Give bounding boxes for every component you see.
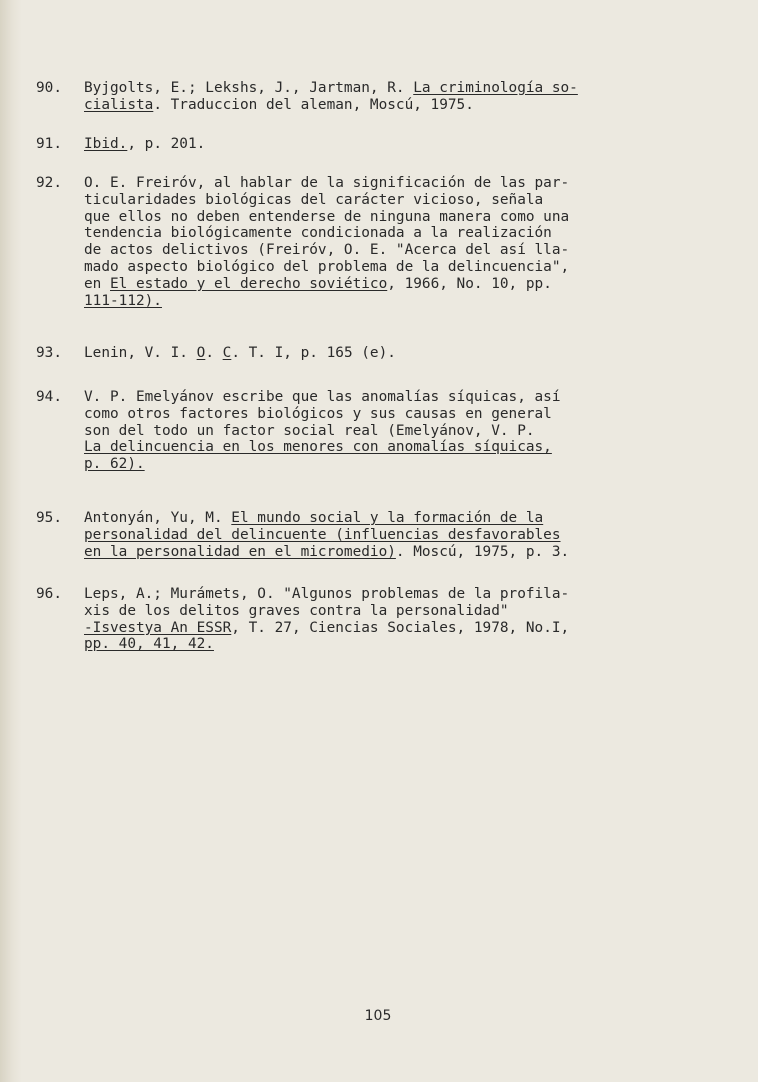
footnote-line [84,389,706,406]
footnote-line [84,620,706,637]
footnote-text [84,345,706,362]
footnote-line [84,259,706,276]
text-run: . Traduccion del aleman, Moscú, 1975. [153,96,474,113]
underlined-title: en la personalidad en el micromedio) [84,543,396,560]
footnote-text [84,136,706,153]
text-run: tendencia biológicamente condicionada a la realización [84,225,552,242]
underlined-title: El mundo social y la formación de la [231,510,544,526]
text-run: Byjgolts, E.; Lekshs, J., Jartman, R. [84,80,414,96]
footnote-line [84,423,706,440]
footnote-line [84,456,706,473]
text-run: Antonyán, Yu, M. [84,510,232,526]
text-run: . [205,345,223,361]
footnote-line [84,527,706,544]
footnote-line [84,136,706,153]
underlined-title: La delincuencia en los menores con anomalías síquicas, [84,439,552,456]
footnote-number: 94. [36,389,62,405]
underlined-title: -Isvestya An ESSR [84,619,232,636]
footnote-text [84,175,706,309]
footnote-7 [36,586,706,653]
footnote-line [84,209,706,226]
footnote-line [84,439,706,456]
footnote-line [84,603,706,620]
footnote-line [84,225,706,242]
text-run: V. P. Emelyánov escribe que las anomalías síquicas, así [84,389,561,405]
text-run: son del todo un factor social real (Emelyánov, V. P. [84,422,535,439]
footnote-line [84,80,706,97]
underlined-title: O [196,345,206,361]
footnote-line [84,636,706,653]
text-run: como otros factores biológicos y sus causas en general [84,405,552,422]
footnote-number: 93. [36,345,62,361]
footnote-line [84,293,706,310]
footnote-text [84,586,706,653]
footnote-line [84,192,706,209]
footnote-line [84,406,706,423]
footnote-number: 95. [36,510,62,526]
footnote-line [84,242,706,259]
footnote-number: 91. [36,136,62,152]
text-run: , p. 201. [127,136,206,152]
footnote-text [84,389,706,473]
text-run: ticularidades biológicas del carácter vicioso, señala [84,191,544,208]
underlined-title: pp. 40, 41, 42. [84,636,214,653]
text-run: xis de los delitos graves contra la personalidad" [84,602,509,619]
underlined-title: La criminología so- [413,80,578,96]
underlined-title: Ibid. [84,136,128,152]
footnote-line [84,97,706,114]
text-run: . T. I, p. 165 (e). [231,345,396,361]
footnote-line [84,345,706,362]
underlined-title: p. 62). [84,456,145,473]
footnote-text [84,510,706,560]
footnote-line [84,544,706,561]
footnote-1 [36,80,706,114]
underlined-title: personalidad del delincuente (influencias desfavorables [84,526,561,543]
footnote-line [84,586,706,603]
text-run: Leps, A.; Murámets, O. "Algunos problemas de la profila- [84,586,570,602]
footnote-4 [36,345,706,362]
text-run: Lenin, V. I. [84,345,197,361]
underlined-title: El estado y el derecho soviético [110,275,388,292]
footnote-number: 90. [36,80,62,96]
footnote-text [84,80,706,114]
text-run: , 1966, No. 10, pp. [387,275,552,292]
page-number: 105 [364,1008,392,1024]
footnote-2 [36,136,706,153]
underlined-title: 111-112). [84,292,162,309]
footnote-line [84,175,706,192]
underlined-title: C [222,345,232,361]
footnote-number: 92. [36,175,62,191]
footnote-line [84,276,706,293]
footnote-6 [36,510,706,560]
text-run: , T. 27, Ciencias Sociales, 1978, No.I, [231,619,570,636]
footnote-number: 96. [36,586,62,602]
footnote-5 [36,389,706,473]
text-run: mado aspecto biológico del problema de la delincuencia", [84,258,570,275]
underlined-title: cialista [84,96,154,113]
text-run: O. E. Freiróv, al hablar de la significación de las par- [84,175,570,191]
text-run: en [84,275,110,292]
text-run: . Moscú, 1975, p. 3. [395,543,570,560]
text-run: de actos delictivos (Freiróv, O. E. "Acerca del así lla- [84,242,570,259]
footnote-3 [36,175,706,309]
footnote-line [84,510,706,527]
text-run: que ellos no deben entenderse de ninguna manera como una [84,208,570,225]
